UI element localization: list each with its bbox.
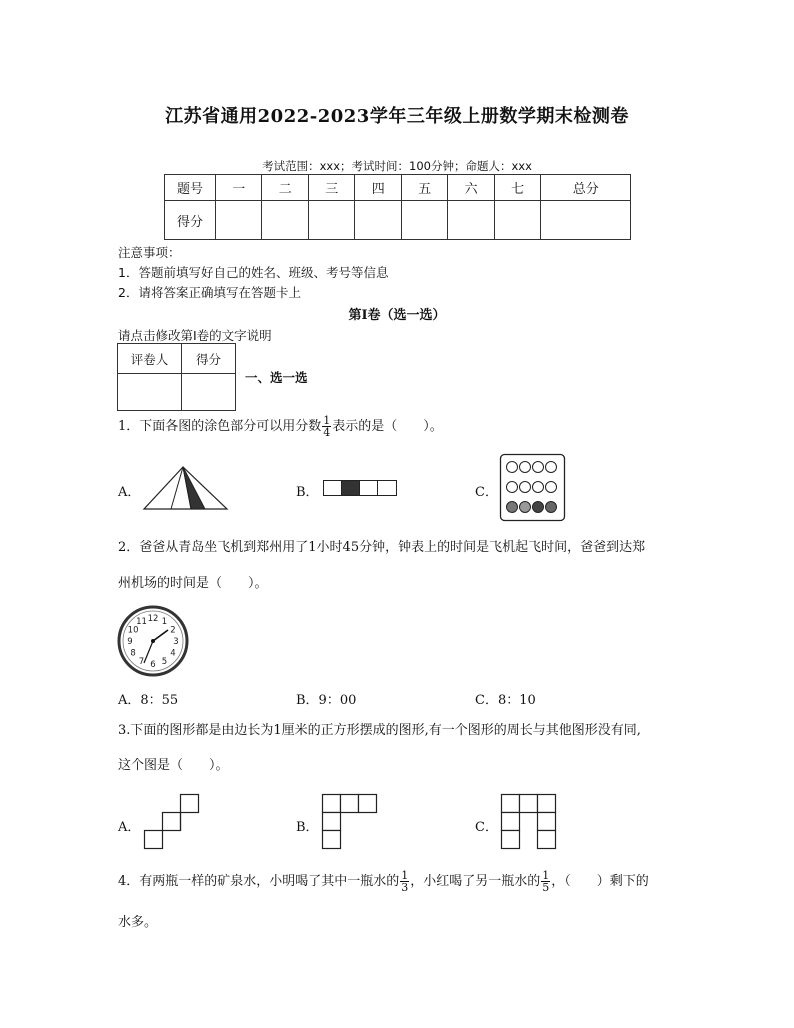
score-header-cell: 二 (262, 175, 308, 201)
score-cell[interactable] (401, 201, 447, 240)
clock-number: 7 (138, 656, 145, 667)
score-cell[interactable] (541, 201, 631, 240)
question-3-line-1: 3.下面的图形都是由边长为1厘米的正方形摆成的图形,有一个图形的周长与其他图形没有同, (118, 723, 641, 738)
clock-number: 1 (161, 617, 168, 628)
score-cell[interactable] (308, 201, 354, 240)
grader-cell[interactable] (118, 374, 182, 411)
grader-header-cell: 评卷人 (118, 344, 182, 374)
q2-option-b[interactable]: B．9：00 (296, 693, 357, 708)
section-title: 一、选一选 (245, 370, 308, 385)
fraction (322, 415, 331, 438)
clock-number: 9 (127, 637, 133, 647)
score-header-cell: 一 (216, 175, 262, 201)
q4-text-part-1: 4．有两瓶一样的矿泉水，小明喝了其中一瓶水的 (118, 874, 400, 889)
grader-cell[interactable] (182, 374, 236, 411)
question-4-line-2: 水多。 (118, 915, 158, 930)
grader-header-cell: 得分 (182, 344, 236, 374)
fraction (400, 870, 409, 893)
score-table-header-row (165, 175, 631, 201)
clock-number: 8 (130, 648, 136, 659)
grader-header-row (118, 344, 236, 374)
clock-number: 3 (173, 637, 179, 647)
volume-title: 第I卷（选一选） (348, 308, 446, 323)
volume-hint[interactable]: 请点击修改第I卷的文字说明 (118, 328, 272, 343)
score-header-cell: 七 (494, 175, 540, 201)
grader-input-row (118, 374, 236, 411)
clock-number: 6 (150, 660, 156, 670)
score-header-cell: 三 (308, 175, 354, 201)
q4-text-part-3: ，（ ）剩下的 (551, 874, 649, 889)
q3-option-b-label[interactable]: B． (296, 820, 319, 835)
q1-bar-figure (323, 480, 399, 497)
q3-option-a-label[interactable]: A． (118, 820, 141, 835)
fraction-denominator: 5 (542, 881, 550, 894)
q3-option-c-label[interactable]: C． (475, 820, 498, 835)
clock-number: 12 (147, 614, 159, 624)
q2-option-a[interactable]: A．8：55 (118, 693, 179, 708)
q1-triangle-figure (143, 466, 228, 511)
fraction (541, 870, 550, 893)
clock-figure (117, 605, 189, 677)
q3-staircase-figure (144, 794, 200, 850)
question-1 (118, 414, 443, 440)
notes-heading: 注意事项： (118, 245, 181, 260)
grader-table (117, 343, 236, 411)
score-header-cell: 总分 (541, 175, 631, 201)
exam-title: 江苏省通用2022-2023学年三年级上册数学期末检测卷 (165, 106, 629, 127)
q1-circles-figure (500, 454, 566, 522)
score-table-score-row (165, 201, 631, 240)
q1-text-before: 1．下面各图的涂色部分可以用分数 (118, 419, 322, 434)
score-table (164, 174, 631, 240)
q4-text-part-2: ，小红喝了另一瓶水的 (410, 874, 541, 889)
q3-l-shape-figure (322, 794, 378, 850)
score-header-cell: 六 (448, 175, 494, 201)
fraction-numerator: 1 (401, 869, 409, 882)
score-cell[interactable] (448, 201, 494, 240)
question-4-line-1 (118, 868, 649, 896)
q2-option-c[interactable]: C．8：10 (475, 693, 536, 708)
score-cell[interactable] (494, 201, 540, 240)
exam-info: 考试范围：xxx；考试时间：100分钟；命题人：xxx (262, 159, 532, 173)
fraction-numerator: 1 (323, 414, 331, 427)
q3-arch-figure (501, 794, 557, 850)
score-header-cell: 四 (355, 175, 401, 201)
q1-option-c-label[interactable]: C． (475, 485, 498, 500)
question-2-line-1: 2．爸爸从青岛坐飞机到郑州用了1小时45分钟，钟表上的时间是飞机起飞时间，爸爸到达郑 (118, 540, 646, 555)
clock-number: 11 (136, 617, 147, 628)
clock-number: 10 (127, 625, 139, 636)
score-header-cell: 五 (401, 175, 447, 201)
q1-text-after: 表示的是（ ）。 (332, 419, 443, 434)
score-header-cell: 题号 (165, 175, 216, 201)
score-cell[interactable] (216, 201, 262, 240)
score-cell[interactable] (355, 201, 401, 240)
q1-option-a-label[interactable]: A． (118, 485, 141, 500)
fraction-denominator: 3 (401, 881, 409, 894)
fraction-numerator: 1 (542, 869, 550, 882)
fraction-denominator: 4 (323, 426, 331, 439)
notes-item: 2．请将答案正确填写在答题卡上 (118, 285, 301, 300)
question-3-line-2: 这个图是（ ）。 (118, 758, 229, 773)
clock-number: 5 (161, 656, 168, 667)
clock-number: 4 (170, 648, 176, 659)
score-cell[interactable] (262, 201, 308, 240)
notes-item: 1．答题前填写好自己的姓名、班级、考号等信息 (118, 265, 389, 280)
clock-number: 2 (170, 625, 176, 636)
q1-option-b-label[interactable]: B． (296, 485, 319, 500)
score-row-label: 得分 (165, 201, 216, 240)
question-2-line-2: 州机场的时间是（ ）。 (118, 576, 268, 591)
